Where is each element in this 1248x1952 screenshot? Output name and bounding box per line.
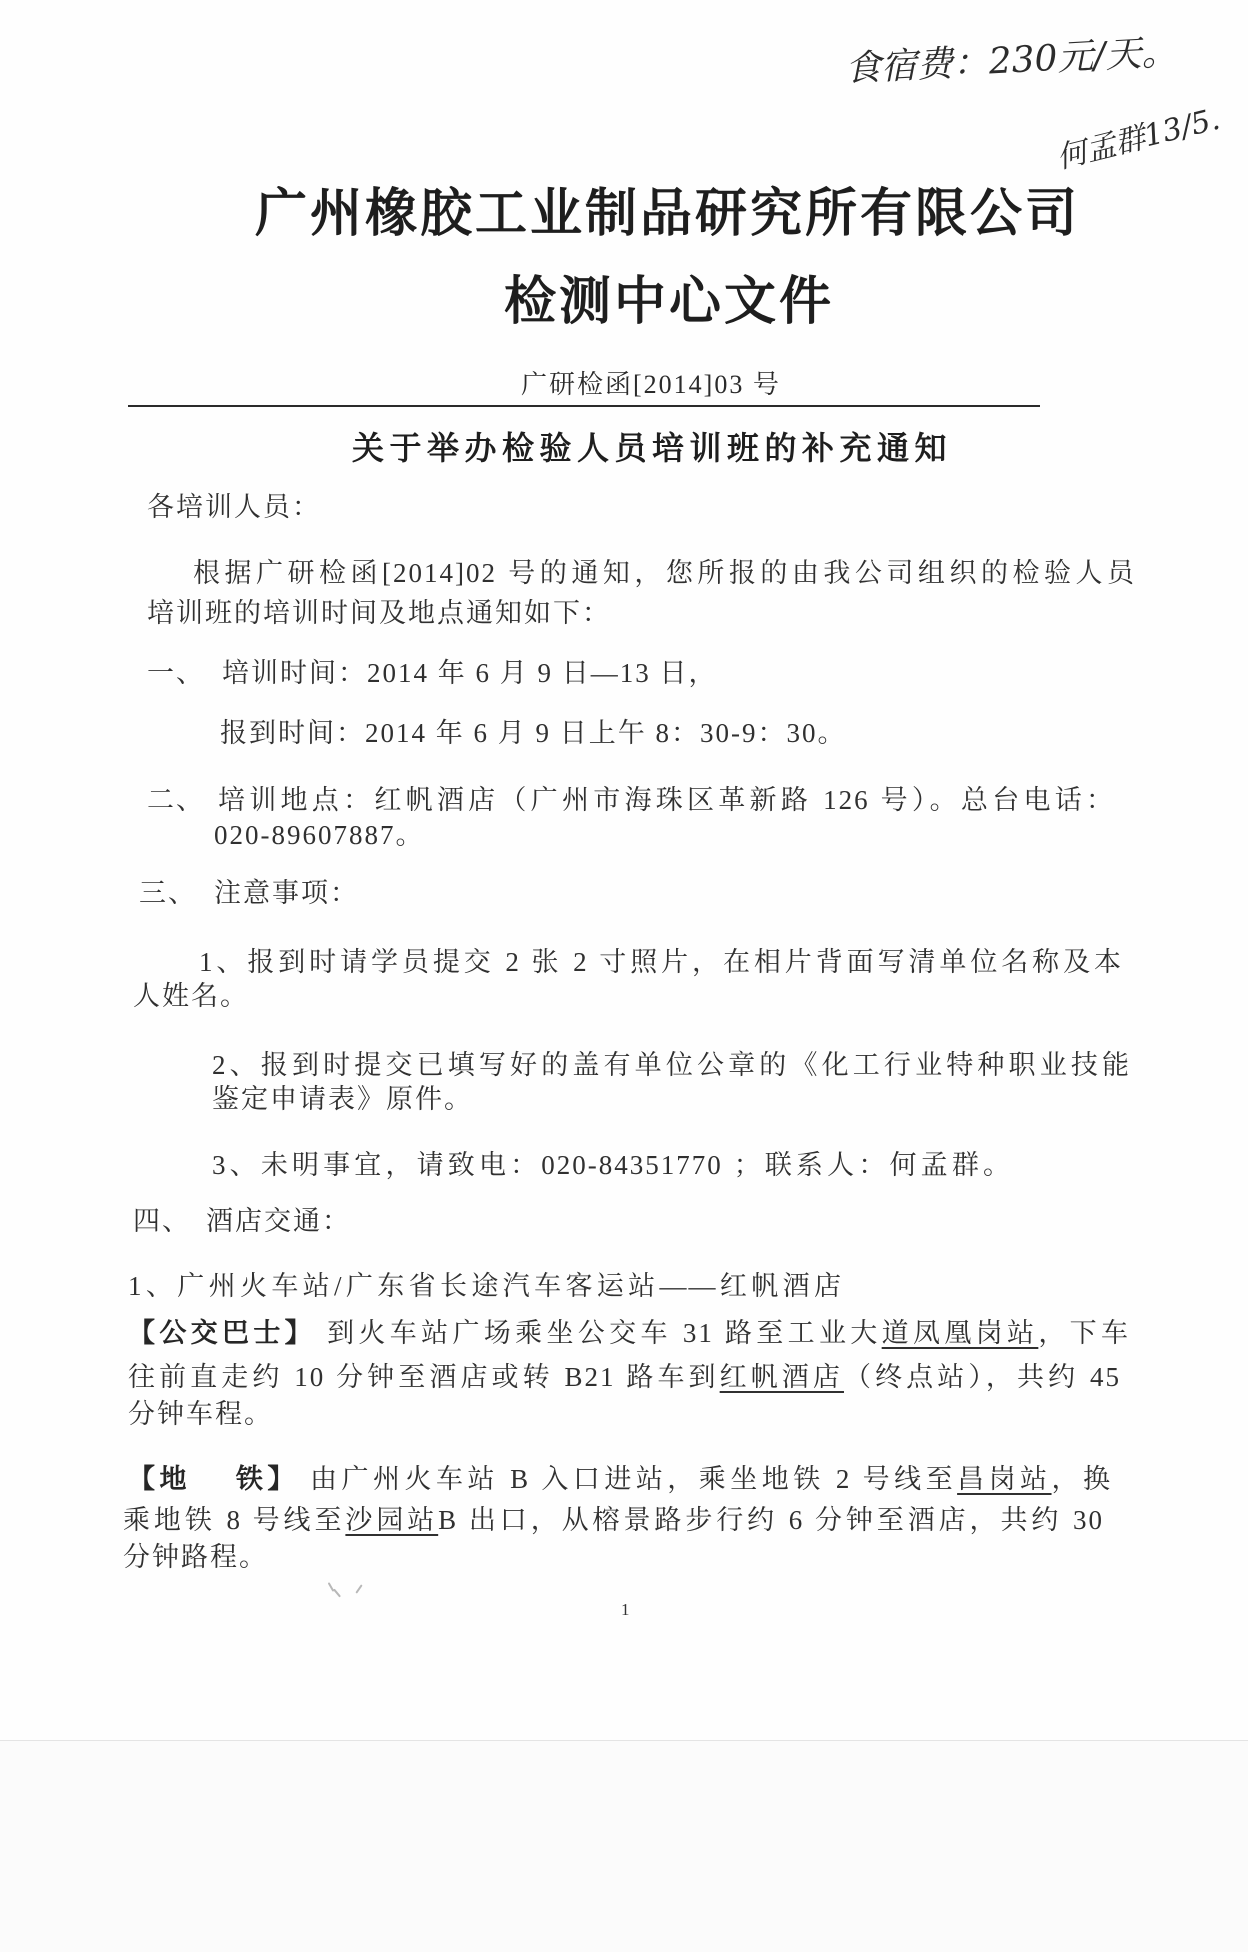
company-title: 广州橡胶工业制品研究所有限公司: [255, 184, 1081, 244]
page-number: 1: [621, 1600, 630, 1619]
metro-line-1: [128, 1462, 1112, 1496]
section-1-marker: 一、: [147, 658, 205, 688]
note-item-1-line-2: 人姓名。: [133, 981, 249, 1011]
salutation: 各培训人员：: [147, 492, 321, 522]
metro-line-2-text: 乘地铁 8 号线至: [123, 1505, 346, 1535]
transfer-station-underlined: 昌岗站: [957, 1464, 1052, 1494]
training-time: 培训时间：2014 年 6 月 9 日—13 日，: [222, 658, 718, 688]
scan-smudge: [324, 1580, 376, 1604]
bus-line-3: 分钟车程。: [128, 1399, 273, 1429]
metro-line-1-text: 由广州火车站 B 入口进站，乘坐地铁 2 号线至: [298, 1464, 958, 1494]
document-number: 广研检函[2014]03 号: [521, 370, 781, 399]
bus-line-2: [128, 1360, 1121, 1394]
intro-line-2: 培训班的培训时间及地点通知如下：: [147, 598, 611, 628]
bus-line-1: [128, 1316, 1130, 1350]
handwritten-signature: 何孟群13/5.: [1053, 101, 1224, 177]
note-item-1-line-1: 1、报到时请学员提交 2 张 2 寸照片，在相片背面写清单位名称及本: [199, 947, 1123, 977]
bus-line-2-tail: （终点站），共约 45: [843, 1362, 1122, 1392]
department-title: 检测中心文件: [504, 272, 835, 332]
notice-title: 关于举办检验人员培训班的补充通知: [352, 430, 953, 466]
training-location: 培训地点：红帆酒店（广州市海珠区革新路 126 号）。总台电话：: [218, 785, 1115, 815]
header-divider: [128, 405, 1040, 407]
bus-line-2-text: 往前直走约 10 分钟至酒店或转 B21 路车到: [128, 1362, 720, 1392]
front-desk-phone: 020-89607887。: [214, 820, 425, 850]
bus-line-1-tail: ，下车: [1038, 1318, 1131, 1348]
bus-line-1-text: 到火车站广场乘坐公交车 31 路至工业大: [316, 1318, 882, 1348]
section-4-heading: 酒店交通：: [206, 1206, 351, 1236]
registration-time: 报到时间：2014 年 6 月 9 日上午 8：30-9：30。: [220, 718, 847, 748]
hotel-name-underlined: 红帆酒店: [719, 1362, 844, 1392]
note-item-3: 3、未明事宜，请致电：020-84351770 ；联系人：何孟群。: [212, 1150, 1012, 1180]
metro-line-2-tail: B 出口，从榕景路步行约 6 分钟至酒店，共约 30: [438, 1505, 1105, 1535]
section-3-heading: 注意事项：: [214, 878, 359, 908]
metro-line-3: 分钟路程。: [123, 1542, 268, 1572]
exit-station-underlined: 沙园站: [345, 1505, 439, 1535]
metro-line-1-tail: ，换: [1051, 1464, 1113, 1494]
bus-stop-underlined: 道凤凰岗站: [881, 1318, 1039, 1348]
bus-label: 【公交巴士】: [128, 1318, 317, 1348]
note-item-2-line-1: 2、报到时提交已填写好的盖有单位公章的《化工行业特种职业技能: [212, 1050, 1131, 1080]
section-4-marker: 四、: [133, 1206, 191, 1236]
section-3-marker: 三、: [139, 878, 197, 908]
section-2-marker: 二、: [147, 785, 205, 815]
intro-line-1: 根据广研检函[2014]02 号的通知，您所报的由我公司组织的检验人员: [193, 558, 1136, 588]
metro-line-2: [123, 1503, 1104, 1537]
scan-blank-area: [0, 1741, 1248, 1952]
route-title: 1、广州火车站/广东省长途汽车客运站——红帆酒店: [128, 1271, 843, 1301]
handwritten-fee-note: 食宿费：230元/天。: [843, 31, 1179, 90]
note-item-2-line-2: 鉴定申请表》原件。: [212, 1084, 473, 1114]
metro-label: 【地 铁】: [128, 1464, 299, 1494]
